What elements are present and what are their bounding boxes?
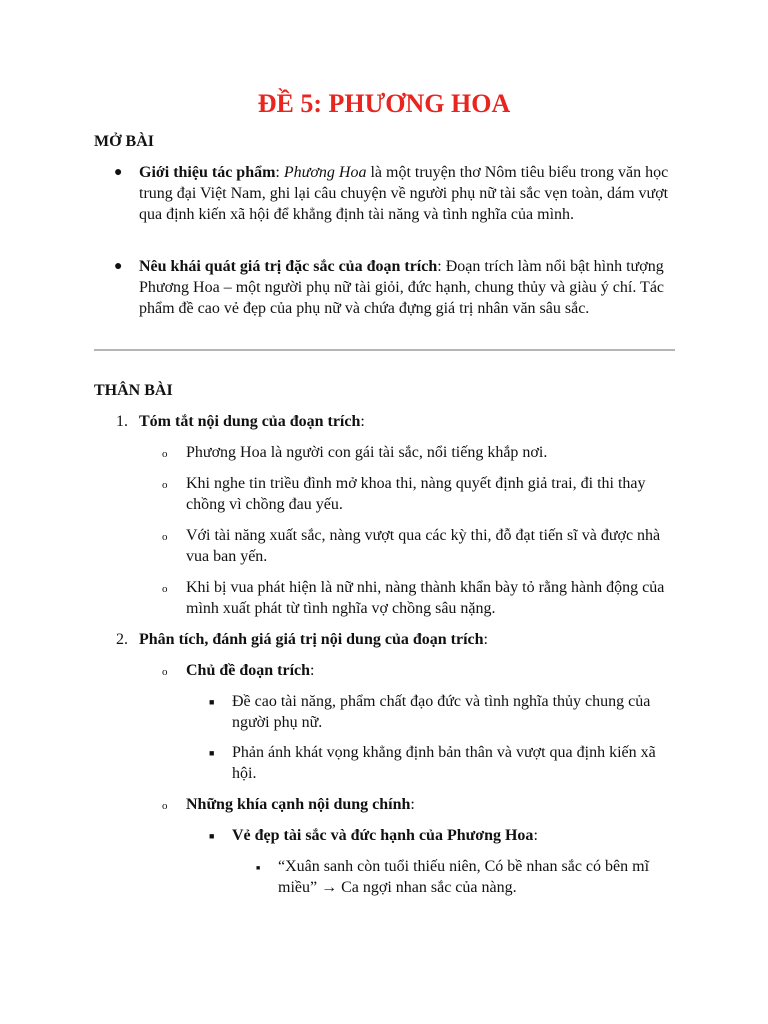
list-item bbox=[0, 856, 768, 898]
list-item bbox=[0, 442, 768, 463]
list-item-text: Khi bị vua phát hiện là nữ nhi, nàng thành khẩn bày tỏ rằng hành động của mình xuất phát từ tình nghĩa vợ chồng sâu nặng. bbox=[186, 579, 665, 617]
list-item-text bbox=[232, 825, 677, 846]
list-item bbox=[0, 742, 768, 784]
section-title bbox=[139, 629, 675, 650]
list-item-text bbox=[139, 256, 675, 319]
sub-heading-text bbox=[186, 794, 675, 815]
comment-text: Ca ngợi nhan sắc của nàng. bbox=[341, 879, 517, 896]
list-item-text bbox=[278, 856, 678, 898]
separator: : bbox=[437, 258, 446, 275]
list-item bbox=[0, 256, 768, 340]
sub-heading-label: Chủ đề đoạn trích bbox=[186, 662, 311, 679]
bullet-square-icon: ■ bbox=[209, 831, 215, 841]
section-label: Phân tích, đánh giá giá trị nội dung của đoạn trích bbox=[139, 631, 484, 648]
list-item bbox=[0, 525, 768, 567]
separator: : bbox=[483, 631, 488, 648]
bullet-circle-icon: o bbox=[162, 583, 168, 595]
bullet-disc-icon: ● bbox=[114, 165, 123, 180]
bullet-disc-icon: ● bbox=[114, 259, 123, 274]
bullet-square-icon: ■ bbox=[209, 697, 215, 707]
list-item-text bbox=[139, 162, 675, 225]
sub-heading bbox=[0, 794, 768, 815]
separator: : bbox=[360, 413, 365, 430]
quote-text: “Xuân sanh còn tuổi thiếu niên, Có bề nhan sắc có bên mĩ miều” bbox=[278, 858, 650, 896]
arrow-right-icon: → bbox=[321, 879, 338, 896]
sub-heading-label: Những khía cạnh nội dung chính bbox=[186, 796, 411, 813]
heading-than-bai: THÂN BÀI bbox=[94, 382, 173, 399]
list-item bbox=[0, 162, 768, 246]
list-item bbox=[0, 473, 768, 515]
list-item-body: Đoạn trích làm nổi bật hình tượng Phương Hoa – một người phụ nữ tài giỏi, đức hạnh, chung thủy và giàu ý chí. Tác phẩm đề cao vẻ đẹp của phụ nữ và chứa đựng giá trị nhân văn sâu sắc. bbox=[139, 258, 665, 317]
list-item-text: Đề cao tài năng, phẩm chất đạo đức và tình nghĩa thủy chung của người phụ nữ. bbox=[232, 693, 651, 731]
list-item-text: Khi nghe tin triều đình mở khoa thi, nàng quyết định giả trai, đi thi thay chồng vì chồng đau yếu. bbox=[186, 475, 646, 513]
list-item-label: Nêu khái quát giá trị đặc sắc của đoạn trích bbox=[139, 258, 438, 275]
list-item bbox=[0, 691, 768, 733]
list-item-label: Giới thiệu tác phẩm bbox=[139, 164, 276, 181]
bullet-circle-icon: o bbox=[162, 448, 168, 460]
list-item-text: Với tài năng xuất sắc, nàng vượt qua các kỳ thi, đỗ đạt tiến sĩ và được nhà vua ban yến. bbox=[186, 527, 661, 565]
bullet-circle-icon: o bbox=[162, 800, 168, 812]
numbered-section bbox=[0, 629, 768, 650]
bullet-circle-icon: o bbox=[162, 666, 168, 678]
work-title: Phương Hoa bbox=[283, 164, 367, 181]
list-item-body: là một truyện thơ Nôm tiêu biểu trong văn học trung đại Việt Nam, ghi lại câu chuyện về người phụ nữ tài sắc vẹn toàn, dám vượt qua định kiến xã hội để khẳng định tài năng và tình nghĩa của mình. bbox=[139, 164, 669, 223]
section-number: 1. bbox=[116, 413, 128, 430]
list-item bbox=[0, 825, 768, 846]
numbered-section bbox=[0, 411, 768, 432]
section-divider bbox=[94, 349, 675, 351]
separator: : bbox=[310, 662, 315, 679]
separator: : bbox=[275, 164, 284, 181]
point-label: Vẻ đẹp tài sắc và đức hạnh của Phương Hoa bbox=[232, 827, 534, 844]
sub-heading bbox=[0, 660, 768, 681]
list-item bbox=[0, 577, 768, 619]
bullet-square-icon: ■ bbox=[256, 864, 261, 872]
bullet-circle-icon: o bbox=[162, 479, 168, 491]
sub-heading-text bbox=[186, 660, 675, 681]
bullet-circle-icon: o bbox=[162, 531, 168, 543]
separator: : bbox=[410, 796, 415, 813]
page-title: ĐỀ 5: PHƯƠNG HOA bbox=[257, 89, 511, 118]
section-title bbox=[139, 411, 675, 432]
bullet-square-icon: ■ bbox=[209, 748, 215, 758]
list-item-text: Phương Hoa là người con gái tài sắc, nổi tiếng khắp nơi. bbox=[186, 444, 548, 461]
list-item-text: Phản ánh khát vọng khẳng định bản thân và vượt qua định kiến xã hội. bbox=[232, 744, 656, 782]
separator: : bbox=[533, 827, 538, 844]
section-label: Tóm tắt nội dung của đoạn trích bbox=[139, 413, 361, 430]
heading-mo-bai: MỞ BÀI bbox=[94, 133, 154, 150]
section-number: 2. bbox=[116, 631, 128, 648]
